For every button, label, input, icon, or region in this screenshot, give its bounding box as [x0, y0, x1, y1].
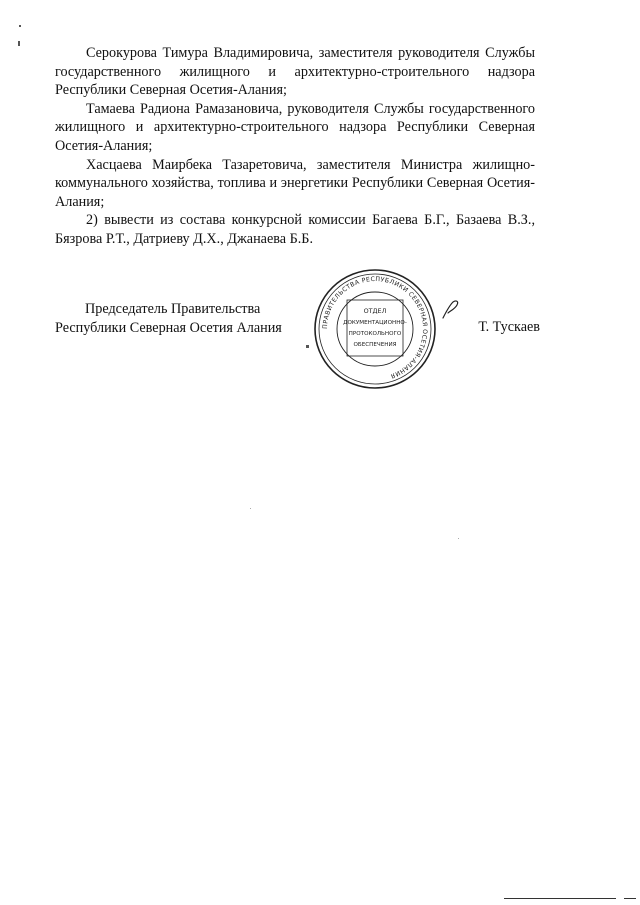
handwritten-signature	[440, 298, 462, 320]
scan-dot	[250, 508, 251, 509]
seal-center-line4: ОБЕСПЕЧЕНИЯ	[353, 342, 397, 348]
seal-center-line2: ДОКУМЕНТАЦИОННО-	[343, 320, 407, 326]
signatory-position-line2: Республики Северная Осетия Алания	[55, 319, 282, 336]
signature-block	[55, 300, 540, 380]
footer-rule-short	[624, 898, 636, 899]
signatory-position-line1: Председатель Правительства	[85, 301, 261, 317]
seal-center-line3: ПРОТОКОЛЬНОГО	[348, 331, 402, 337]
paragraph-remove-members: 2) вывести из состава конкурсной комиссии Багаева Б.Г., Базаева В.З., Бязрова Р.Т., Датриеву Д.Х., Джанаева Б.Б.	[55, 212, 535, 247]
stamp-mark	[306, 345, 309, 348]
seal-center-line1: ОТДЕЛ	[363, 307, 387, 315]
seal-ring-text: ПРАВИТЕЛЬСТВА РЕСПУБЛИКИ СЕВЕРНАЯ ОСЕТИЯ-АЛАНИЯ	[321, 275, 429, 380]
margin-mark	[19, 25, 21, 27]
signatory-name: Т. Тускаев	[478, 319, 540, 335]
footer-rule	[504, 898, 616, 899]
official-seal	[313, 268, 437, 390]
document-body	[55, 44, 535, 249]
signatory-position	[55, 300, 305, 337]
paragraph-serokurov: Серокурова Тимура Владимировича, заместителя руководителя Службы государственного жилищного и архитектурно-строительного надзора Республики Северная Осетия-Алания;	[55, 45, 535, 99]
paragraph-khastsaev: Хасцаева Маирбека Тазаретовича, заместителя Министра жилищно-коммунального хозяйства, топлива и энергетики Республики Северная Осетия-Алания;	[55, 156, 535, 210]
scan-dot	[458, 538, 459, 539]
margin-mark	[18, 41, 20, 46]
paragraph-tamaev: Тамаева Радиона Рамазановича, руководителя Службы государственного жилищного и архитектурно-строительного надзора Республики Северная Осетия-Алания;	[55, 100, 535, 154]
